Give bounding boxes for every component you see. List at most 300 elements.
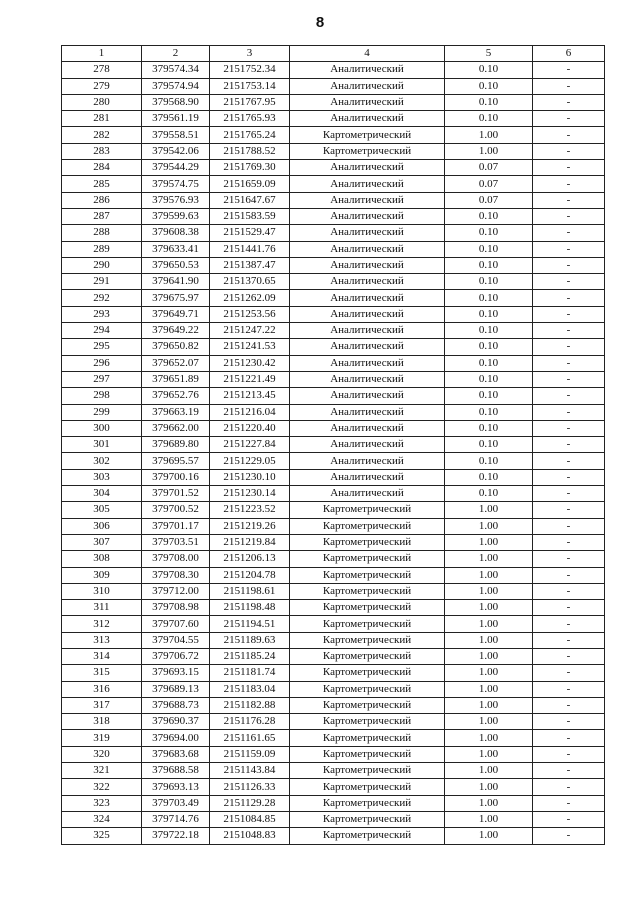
accuracy-cell: 0.10 [445, 290, 533, 306]
x-coordinate-cell: 379652.76 [142, 388, 210, 404]
note-cell: - [533, 274, 605, 290]
method-cell: Картометрический [290, 746, 445, 762]
y-coordinate-cell: 2151583.59 [210, 208, 290, 224]
y-coordinate-cell: 2151161.65 [210, 730, 290, 746]
point-number-cell: 315 [62, 665, 142, 681]
x-coordinate-cell: 379688.58 [142, 763, 210, 779]
accuracy-cell: 1.00 [445, 828, 533, 844]
y-coordinate-cell: 2151213.45 [210, 388, 290, 404]
y-coordinate-cell: 2151788.52 [210, 143, 290, 159]
accuracy-cell: 1.00 [445, 502, 533, 518]
accuracy-cell: 0.10 [445, 339, 533, 355]
page-number: 8 [315, 14, 325, 31]
point-number-cell: 301 [62, 437, 142, 453]
point-number-cell: 298 [62, 388, 142, 404]
x-coordinate-cell: 379576.93 [142, 192, 210, 208]
method-cell: Аналитический [290, 486, 445, 502]
point-number-cell: 305 [62, 502, 142, 518]
method-cell: Картометрический [290, 763, 445, 779]
point-number-cell: 292 [62, 290, 142, 306]
accuracy-cell: 0.10 [445, 306, 533, 322]
method-cell: Картометрический [290, 811, 445, 827]
note-cell: - [533, 567, 605, 583]
note-cell: - [533, 779, 605, 795]
point-number-cell: 300 [62, 420, 142, 436]
point-number-cell: 317 [62, 697, 142, 713]
y-coordinate-cell: 2151221.49 [210, 371, 290, 387]
x-coordinate-cell: 379542.06 [142, 143, 210, 159]
note-cell: - [533, 534, 605, 550]
y-coordinate-cell: 2151659.09 [210, 176, 290, 192]
x-coordinate-cell: 379641.90 [142, 274, 210, 290]
x-coordinate-cell: 379694.00 [142, 730, 210, 746]
point-number-cell: 312 [62, 616, 142, 632]
x-coordinate-cell: 379649.22 [142, 323, 210, 339]
accuracy-cell: 0.07 [445, 160, 533, 176]
column-header-5: 5 [445, 46, 533, 62]
note-cell: - [533, 681, 605, 697]
x-coordinate-cell: 379706.72 [142, 648, 210, 664]
y-coordinate-cell: 2151048.83 [210, 828, 290, 844]
accuracy-cell: 0.10 [445, 94, 533, 110]
note-cell: - [533, 616, 605, 632]
note-cell: - [533, 111, 605, 127]
method-cell: Аналитический [290, 111, 445, 127]
method-cell: Аналитический [290, 469, 445, 485]
x-coordinate-cell: 379695.57 [142, 453, 210, 469]
x-coordinate-cell: 379703.51 [142, 534, 210, 550]
note-cell: - [533, 437, 605, 453]
point-number-cell: 321 [62, 763, 142, 779]
point-number-cell: 294 [62, 323, 142, 339]
accuracy-cell: 0.10 [445, 371, 533, 387]
accuracy-cell: 0.10 [445, 323, 533, 339]
column-header-2: 2 [142, 46, 210, 62]
table-row [62, 551, 605, 567]
point-number-cell: 278 [62, 62, 142, 78]
table-row [62, 567, 605, 583]
note-cell: - [533, 453, 605, 469]
x-coordinate-cell: 379703.49 [142, 795, 210, 811]
table-row [62, 94, 605, 110]
method-cell: Картометрический [290, 681, 445, 697]
accuracy-cell: 1.00 [445, 143, 533, 159]
coordinates-table [61, 45, 605, 845]
accuracy-cell: 1.00 [445, 632, 533, 648]
x-coordinate-cell: 379633.41 [142, 241, 210, 257]
point-number-cell: 280 [62, 94, 142, 110]
accuracy-cell: 1.00 [445, 697, 533, 713]
note-cell: - [533, 632, 605, 648]
y-coordinate-cell: 2151182.88 [210, 697, 290, 713]
note-cell: - [533, 486, 605, 502]
note-cell: - [533, 469, 605, 485]
method-cell: Аналитический [290, 437, 445, 453]
table-row [62, 746, 605, 762]
table-row [62, 681, 605, 697]
method-cell: Аналитический [290, 339, 445, 355]
method-cell: Картометрический [290, 143, 445, 159]
table-row [62, 453, 605, 469]
note-cell: - [533, 697, 605, 713]
x-coordinate-cell: 379689.13 [142, 681, 210, 697]
point-number-cell: 283 [62, 143, 142, 159]
point-number-cell: 288 [62, 225, 142, 241]
accuracy-cell: 0.10 [445, 241, 533, 257]
note-cell: - [533, 225, 605, 241]
accuracy-cell: 0.07 [445, 176, 533, 192]
point-number-cell: 316 [62, 681, 142, 697]
y-coordinate-cell: 2151185.24 [210, 648, 290, 664]
method-cell: Аналитический [290, 355, 445, 371]
method-cell: Картометрический [290, 779, 445, 795]
x-coordinate-cell: 379690.37 [142, 714, 210, 730]
column-header-3: 3 [210, 46, 290, 62]
point-number-cell: 282 [62, 127, 142, 143]
accuracy-cell: 1.00 [445, 714, 533, 730]
table-row [62, 323, 605, 339]
table-row [62, 62, 605, 78]
column-header-1: 1 [62, 46, 142, 62]
note-cell: - [533, 257, 605, 273]
y-coordinate-cell: 2151765.93 [210, 111, 290, 127]
accuracy-cell: 1.00 [445, 518, 533, 534]
x-coordinate-cell: 379561.19 [142, 111, 210, 127]
accuracy-cell: 0.10 [445, 111, 533, 127]
method-cell: Картометрический [290, 502, 445, 518]
table-row [62, 257, 605, 273]
method-cell: Картометрический [290, 518, 445, 534]
method-cell: Аналитический [290, 274, 445, 290]
note-cell: - [533, 714, 605, 730]
y-coordinate-cell: 2151753.14 [210, 78, 290, 94]
method-cell: Аналитический [290, 241, 445, 257]
method-cell: Аналитический [290, 323, 445, 339]
table-row [62, 143, 605, 159]
table-row [62, 600, 605, 616]
method-cell: Картометрический [290, 665, 445, 681]
y-coordinate-cell: 2151189.63 [210, 632, 290, 648]
x-coordinate-cell: 379649.71 [142, 306, 210, 322]
accuracy-cell: 0.10 [445, 453, 533, 469]
note-cell: - [533, 62, 605, 78]
y-coordinate-cell: 2151219.84 [210, 534, 290, 550]
x-coordinate-cell: 379663.19 [142, 404, 210, 420]
table-row [62, 469, 605, 485]
point-number-cell: 284 [62, 160, 142, 176]
table-row [62, 583, 605, 599]
method-cell: Аналитический [290, 208, 445, 224]
accuracy-cell: 1.00 [445, 600, 533, 616]
y-coordinate-cell: 2151227.84 [210, 437, 290, 453]
table-row [62, 632, 605, 648]
note-cell: - [533, 143, 605, 159]
column-header-4: 4 [290, 46, 445, 62]
table-row [62, 648, 605, 664]
method-cell: Аналитический [290, 160, 445, 176]
accuracy-cell: 0.10 [445, 78, 533, 94]
point-number-cell: 304 [62, 486, 142, 502]
x-coordinate-cell: 379689.80 [142, 437, 210, 453]
table-row [62, 665, 605, 681]
method-cell: Аналитический [290, 453, 445, 469]
y-coordinate-cell: 2151198.48 [210, 600, 290, 616]
table-row [62, 306, 605, 322]
accuracy-cell: 0.10 [445, 469, 533, 485]
method-cell: Аналитический [290, 94, 445, 110]
note-cell: - [533, 127, 605, 143]
point-number-cell: 323 [62, 795, 142, 811]
point-number-cell: 322 [62, 779, 142, 795]
x-coordinate-cell: 379675.97 [142, 290, 210, 306]
y-coordinate-cell: 2151206.13 [210, 551, 290, 567]
table-row [62, 437, 605, 453]
y-coordinate-cell: 2151253.56 [210, 306, 290, 322]
table-row [62, 388, 605, 404]
y-coordinate-cell: 2151126.33 [210, 779, 290, 795]
accuracy-cell: 0.10 [445, 62, 533, 78]
note-cell: - [533, 339, 605, 355]
point-number-cell: 313 [62, 632, 142, 648]
method-cell: Аналитический [290, 78, 445, 94]
note-cell: - [533, 355, 605, 371]
x-coordinate-cell: 379683.68 [142, 746, 210, 762]
x-coordinate-cell: 379544.29 [142, 160, 210, 176]
table-row [62, 795, 605, 811]
table-row [62, 502, 605, 518]
x-coordinate-cell: 379650.82 [142, 339, 210, 355]
note-cell: - [533, 94, 605, 110]
accuracy-cell: 1.00 [445, 665, 533, 681]
note-cell: - [533, 600, 605, 616]
accuracy-cell: 0.10 [445, 274, 533, 290]
x-coordinate-cell: 379688.73 [142, 697, 210, 713]
note-cell: - [533, 730, 605, 746]
x-coordinate-cell: 379568.90 [142, 94, 210, 110]
method-cell: Аналитический [290, 257, 445, 273]
x-coordinate-cell: 379662.00 [142, 420, 210, 436]
accuracy-cell: 0.10 [445, 355, 533, 371]
x-coordinate-cell: 379714.76 [142, 811, 210, 827]
x-coordinate-cell: 379701.52 [142, 486, 210, 502]
method-cell: Картометрический [290, 828, 445, 844]
y-coordinate-cell: 2151181.74 [210, 665, 290, 681]
y-coordinate-cell: 2151247.22 [210, 323, 290, 339]
point-number-cell: 285 [62, 176, 142, 192]
y-coordinate-cell: 2151198.61 [210, 583, 290, 599]
note-cell: - [533, 518, 605, 534]
method-cell: Аналитический [290, 290, 445, 306]
method-cell: Аналитический [290, 420, 445, 436]
y-coordinate-cell: 2151370.65 [210, 274, 290, 290]
x-coordinate-cell: 379608.38 [142, 225, 210, 241]
accuracy-cell: 1.00 [445, 811, 533, 827]
point-number-cell: 325 [62, 828, 142, 844]
method-cell: Аналитический [290, 176, 445, 192]
point-number-cell: 291 [62, 274, 142, 290]
y-coordinate-cell: 2151229.05 [210, 453, 290, 469]
note-cell: - [533, 665, 605, 681]
x-coordinate-cell: 379712.00 [142, 583, 210, 599]
accuracy-cell: 0.10 [445, 225, 533, 241]
y-coordinate-cell: 2151767.95 [210, 94, 290, 110]
point-number-cell: 314 [62, 648, 142, 664]
method-cell: Картометрический [290, 583, 445, 599]
table-row [62, 78, 605, 94]
method-cell: Картометрический [290, 648, 445, 664]
point-number-cell: 295 [62, 339, 142, 355]
table-row [62, 486, 605, 502]
y-coordinate-cell: 2151262.09 [210, 290, 290, 306]
y-coordinate-cell: 2151230.10 [210, 469, 290, 485]
point-number-cell: 308 [62, 551, 142, 567]
table-row [62, 339, 605, 355]
y-coordinate-cell: 2151223.52 [210, 502, 290, 518]
y-coordinate-cell: 2151647.67 [210, 192, 290, 208]
method-cell: Аналитический [290, 371, 445, 387]
table-body [62, 62, 605, 844]
accuracy-cell: 0.10 [445, 437, 533, 453]
accuracy-cell: 1.00 [445, 567, 533, 583]
method-cell: Картометрический [290, 632, 445, 648]
method-cell: Аналитический [290, 225, 445, 241]
x-coordinate-cell: 379693.13 [142, 779, 210, 795]
note-cell: - [533, 763, 605, 779]
method-cell: Аналитический [290, 404, 445, 420]
y-coordinate-cell: 2151219.26 [210, 518, 290, 534]
point-number-cell: 303 [62, 469, 142, 485]
y-coordinate-cell: 2151769.30 [210, 160, 290, 176]
x-coordinate-cell: 379700.16 [142, 469, 210, 485]
method-cell: Аналитический [290, 192, 445, 208]
accuracy-cell: 0.10 [445, 208, 533, 224]
note-cell: - [533, 746, 605, 762]
header-row [62, 46, 605, 62]
x-coordinate-cell: 379651.89 [142, 371, 210, 387]
note-cell: - [533, 192, 605, 208]
x-coordinate-cell: 379701.17 [142, 518, 210, 534]
accuracy-cell: 1.00 [445, 730, 533, 746]
method-cell: Картометрический [290, 616, 445, 632]
x-coordinate-cell: 379574.94 [142, 78, 210, 94]
point-number-cell: 289 [62, 241, 142, 257]
note-cell: - [533, 371, 605, 387]
accuracy-cell: 0.10 [445, 388, 533, 404]
method-cell: Аналитический [290, 306, 445, 322]
note-cell: - [533, 176, 605, 192]
note-cell: - [533, 323, 605, 339]
x-coordinate-cell: 379700.52 [142, 502, 210, 518]
method-cell: Аналитический [290, 62, 445, 78]
table-row [62, 404, 605, 420]
y-coordinate-cell: 2151529.47 [210, 225, 290, 241]
table-row [62, 225, 605, 241]
note-cell: - [533, 78, 605, 94]
column-header-6: 6 [533, 46, 605, 62]
x-coordinate-cell: 379558.51 [142, 127, 210, 143]
table-row [62, 274, 605, 290]
accuracy-cell: 0.10 [445, 257, 533, 273]
accuracy-cell: 0.10 [445, 486, 533, 502]
point-number-cell: 299 [62, 404, 142, 420]
x-coordinate-cell: 379652.07 [142, 355, 210, 371]
y-coordinate-cell: 2151176.28 [210, 714, 290, 730]
method-cell: Картометрический [290, 600, 445, 616]
note-cell: - [533, 811, 605, 827]
y-coordinate-cell: 2151752.34 [210, 62, 290, 78]
accuracy-cell: 1.00 [445, 534, 533, 550]
note-cell: - [533, 404, 605, 420]
note-cell: - [533, 648, 605, 664]
point-number-cell: 310 [62, 583, 142, 599]
x-coordinate-cell: 379722.18 [142, 828, 210, 844]
point-number-cell: 293 [62, 306, 142, 322]
table-row [62, 534, 605, 550]
accuracy-cell: 1.00 [445, 127, 533, 143]
table-row [62, 697, 605, 713]
table-row [62, 420, 605, 436]
table-row [62, 111, 605, 127]
y-coordinate-cell: 2151220.40 [210, 420, 290, 436]
method-cell: Картометрический [290, 551, 445, 567]
method-cell: Картометрический [290, 697, 445, 713]
point-number-cell: 287 [62, 208, 142, 224]
note-cell: - [533, 241, 605, 257]
x-coordinate-cell: 379599.63 [142, 208, 210, 224]
method-cell: Картометрический [290, 127, 445, 143]
x-coordinate-cell: 379574.34 [142, 62, 210, 78]
y-coordinate-cell: 2151204.78 [210, 567, 290, 583]
accuracy-cell: 1.00 [445, 746, 533, 762]
accuracy-cell: 1.00 [445, 648, 533, 664]
note-cell: - [533, 290, 605, 306]
y-coordinate-cell: 2151230.14 [210, 486, 290, 502]
y-coordinate-cell: 2151194.51 [210, 616, 290, 632]
y-coordinate-cell: 2151765.24 [210, 127, 290, 143]
y-coordinate-cell: 2151387.47 [210, 257, 290, 273]
table-row [62, 241, 605, 257]
x-coordinate-cell: 379650.53 [142, 257, 210, 273]
accuracy-cell: 0.10 [445, 420, 533, 436]
table-row [62, 355, 605, 371]
table-row [62, 371, 605, 387]
y-coordinate-cell: 2151241.53 [210, 339, 290, 355]
accuracy-cell: 1.00 [445, 779, 533, 795]
point-number-cell: 297 [62, 371, 142, 387]
y-coordinate-cell: 2151084.85 [210, 811, 290, 827]
table-row [62, 730, 605, 746]
note-cell: - [533, 208, 605, 224]
method-cell: Картометрический [290, 795, 445, 811]
table-row [62, 290, 605, 306]
table-row [62, 160, 605, 176]
table-header [62, 46, 605, 62]
x-coordinate-cell: 379708.30 [142, 567, 210, 583]
point-number-cell: 311 [62, 600, 142, 616]
point-number-cell: 296 [62, 355, 142, 371]
accuracy-cell: 1.00 [445, 551, 533, 567]
note-cell: - [533, 502, 605, 518]
method-cell: Аналитический [290, 388, 445, 404]
point-number-cell: 320 [62, 746, 142, 762]
accuracy-cell: 1.00 [445, 763, 533, 779]
point-number-cell: 281 [62, 111, 142, 127]
method-cell: Картометрический [290, 730, 445, 746]
y-coordinate-cell: 2151159.09 [210, 746, 290, 762]
point-number-cell: 279 [62, 78, 142, 94]
y-coordinate-cell: 2151129.28 [210, 795, 290, 811]
point-number-cell: 290 [62, 257, 142, 273]
